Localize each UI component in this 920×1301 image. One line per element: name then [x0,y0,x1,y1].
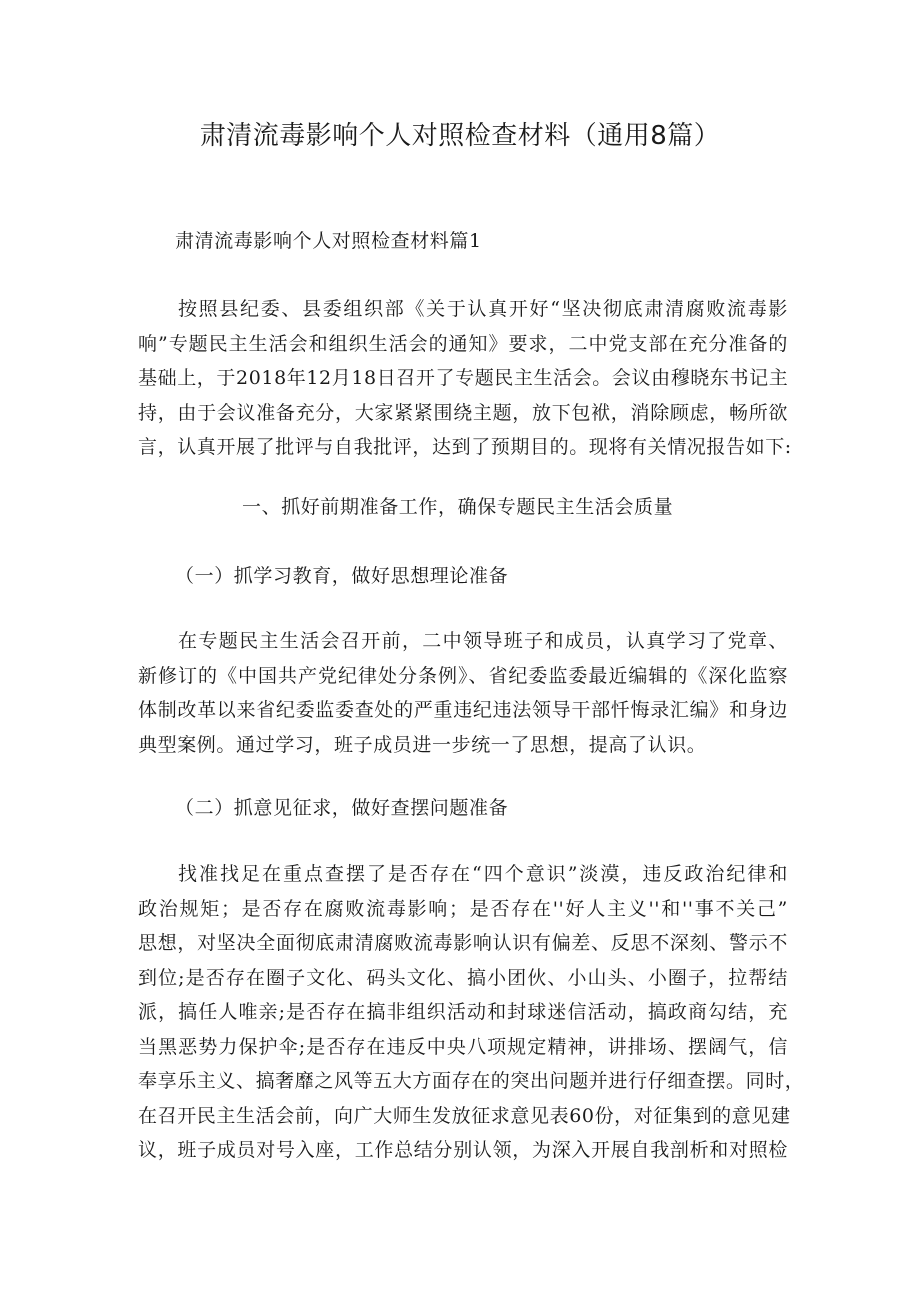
paragraph-line: 在专题民主生活会召开前，二中领导班子和成员，认真学习了党章、 [178,630,788,652]
paragraph-line: 响”专题民主生活会和组织生活会的通知》要求，二中党支部在充分准备的 [138,332,788,355]
subsection-heading-study: （一）抓学习教育，做好思想理论准备 [175,565,509,587]
paragraph-line: 到位;是否存在圈子文化、码头文化、搞小团伙、小山头、小圈子，拉帮结 [138,966,788,989]
paragraph-line: 政治规矩；是否存在腐败流毒影响；是否存在''好人主义''和''事不关己” [138,897,788,920]
paragraph-line: 在召开民主生活会前，向广大师生发放征求意见表60份，对征集到的意见建 [138,1104,791,1127]
subsection-heading-opinions: （二）抓意见征求，做好查摆问题准备 [175,797,509,819]
paragraph-opinions [138,857,805,1168]
paragraph-line: 议，班子成员对号入座，工作总结分别认领，为深入开展自我剖析和对照检 [138,1139,788,1161]
paragraph-line: 基础上，于2018年12月18日召开了专题民主生活会。会议由穆晓东书记主 [138,367,789,389]
paragraph-line: 思想，对坚决全面彻底肃清腐败流毒影响认识有偏差、反思不深刻、警示不 [138,932,788,954]
paragraph-line: 派，搞任人唯亲;是否存在搞非组织活动和封球迷信活动，搞政商勾结，充 [138,1001,788,1023]
paragraph-study [138,624,788,762]
section-heading: 一、抓好前期准备工作，确保专题民主生活会质量 [242,496,674,518]
paragraph-line: 持，由于会议准备充分，大家紧紧围绕主题，放下包袱，消除顾虑，畅所欲 [138,401,788,424]
paragraph-line: 当黑恶势力保护伞;是否存在违反中央八项规定精神，讲排场、摆阔气，信 [138,1035,788,1058]
paragraph-line: 按照县纪委、县委组织部《关于认真开好“坚决彻底肃清腐败流毒影 [178,298,788,320]
document-title: 肃清流毒影响个人对照检查材料（通用8篇） [199,121,721,151]
paragraph-line: 奉享乐主义、搞奢靡之风等五大方面存在的突出问题并进行仔细查摆。同时， [138,1070,805,1092]
paragraph-line: 新修订的《中国共产党纪律处分条例》、省纪委监委最近编辑的《深化监察 [138,664,788,687]
article-heading: 肃清流毒影响个人对照检查材料篇1 [175,230,482,252]
paragraph-line: 典型案例。通过学习，班子成员进一步统一了思想，提高了认识。 [138,733,707,756]
paragraph-line: 体制改革以来省纪委监委查处的严重违纪违法领导干部忏悔录汇编》和身边 [138,699,788,721]
paragraph-line: 找准找足在重点查摆了是否存在“四个意识”淡漠，违反政治纪律和 [178,863,788,885]
paragraph-line: 言，认真开展了批评与自我批评，达到了预期目的。现将有关情况报告如下: [138,436,792,458]
paragraph-intro [138,292,792,465]
